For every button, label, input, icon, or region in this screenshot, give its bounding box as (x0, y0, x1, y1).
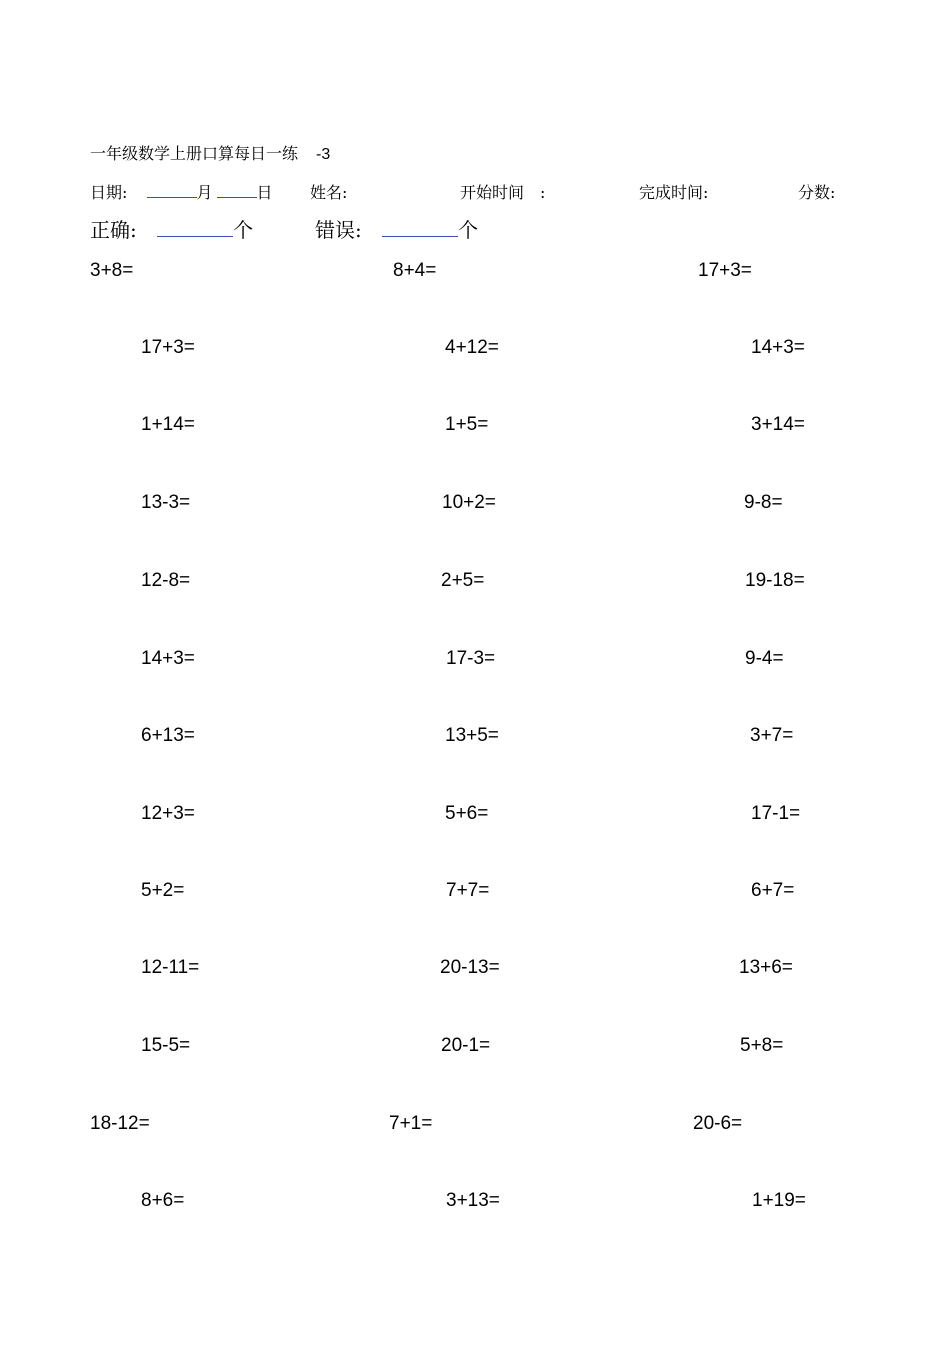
problem-item: 12+3= (141, 803, 195, 824)
wrong-blank[interactable] (382, 218, 458, 237)
problem-item: 7+1= (389, 1113, 433, 1134)
start-time-colon: : (540, 183, 546, 202)
problem-item: 4+12= (445, 337, 499, 358)
correct-unit: 个 (233, 218, 254, 242)
problem-item: 1+19= (752, 1190, 806, 1211)
month-label: 月 (196, 183, 213, 202)
problem-item: 17-1= (751, 803, 801, 824)
title-number: -3 (316, 146, 331, 163)
problem-item: 18-12= (90, 1113, 150, 1134)
problem-item: 20-1= (441, 1035, 491, 1056)
score-label: 分数: (798, 183, 836, 202)
title-text: 一年级数学上册口算每日一练 (90, 144, 299, 163)
day-label: 日 (256, 183, 273, 202)
problem-item: 3+14= (751, 414, 805, 435)
finish-time-label: 完成时间: (639, 183, 709, 202)
name-label: 姓名: (310, 183, 348, 202)
problem-item: 15-5= (141, 1035, 191, 1056)
problem-item: 5+2= (141, 880, 185, 901)
date-field (90, 180, 273, 203)
worksheet-title (90, 141, 330, 164)
problem-item: 1+5= (445, 414, 489, 435)
problem-item: 13-3= (141, 492, 191, 513)
problem-item: 5+8= (740, 1035, 784, 1056)
start-time-text: 开始时间 (460, 183, 525, 202)
problem-item: 10+2= (442, 492, 496, 513)
problem-item: 9-4= (745, 648, 784, 669)
problem-item: 20-13= (440, 957, 500, 978)
problem-item: 12-11= (141, 957, 200, 978)
problem-item: 8+6= (141, 1190, 185, 1211)
correct-field (90, 214, 253, 243)
problem-item: 12-8= (141, 570, 191, 591)
wrong-unit: 个 (458, 218, 479, 242)
problem-item: 8+4= (393, 260, 437, 281)
problem-item: 3+8= (90, 260, 134, 281)
problem-item: 5+6= (445, 803, 489, 824)
problem-item: 17+3= (141, 337, 195, 358)
wrong-label: 错误: (315, 218, 362, 242)
problem-item: 14+3= (141, 648, 195, 669)
month-blank[interactable] (147, 183, 197, 198)
date-label: 日期: (90, 183, 128, 202)
correct-label: 正确: (90, 218, 137, 242)
problem-item: 17-3= (446, 648, 496, 669)
problem-item: 19-18= (745, 570, 805, 591)
problem-item: 14+3= (751, 337, 805, 358)
problem-item: 6+13= (141, 725, 195, 746)
problem-item: 3+7= (750, 725, 794, 746)
problem-item: 1+14= (141, 414, 195, 435)
problem-item: 13+5= (445, 725, 499, 746)
correct-blank[interactable] (157, 218, 233, 237)
problem-item: 13+6= (739, 957, 793, 978)
problem-item: 20-6= (693, 1113, 743, 1134)
problem-item: 7+7= (446, 880, 490, 901)
problem-item: 3+13= (446, 1190, 500, 1211)
problem-item: 2+5= (441, 570, 485, 591)
day-blank[interactable] (217, 183, 257, 198)
problem-item: 9-8= (744, 492, 783, 513)
wrong-field (315, 214, 478, 243)
start-time-label (460, 180, 545, 203)
problem-item: 17+3= (698, 260, 752, 281)
problem-item: 6+7= (751, 880, 795, 901)
